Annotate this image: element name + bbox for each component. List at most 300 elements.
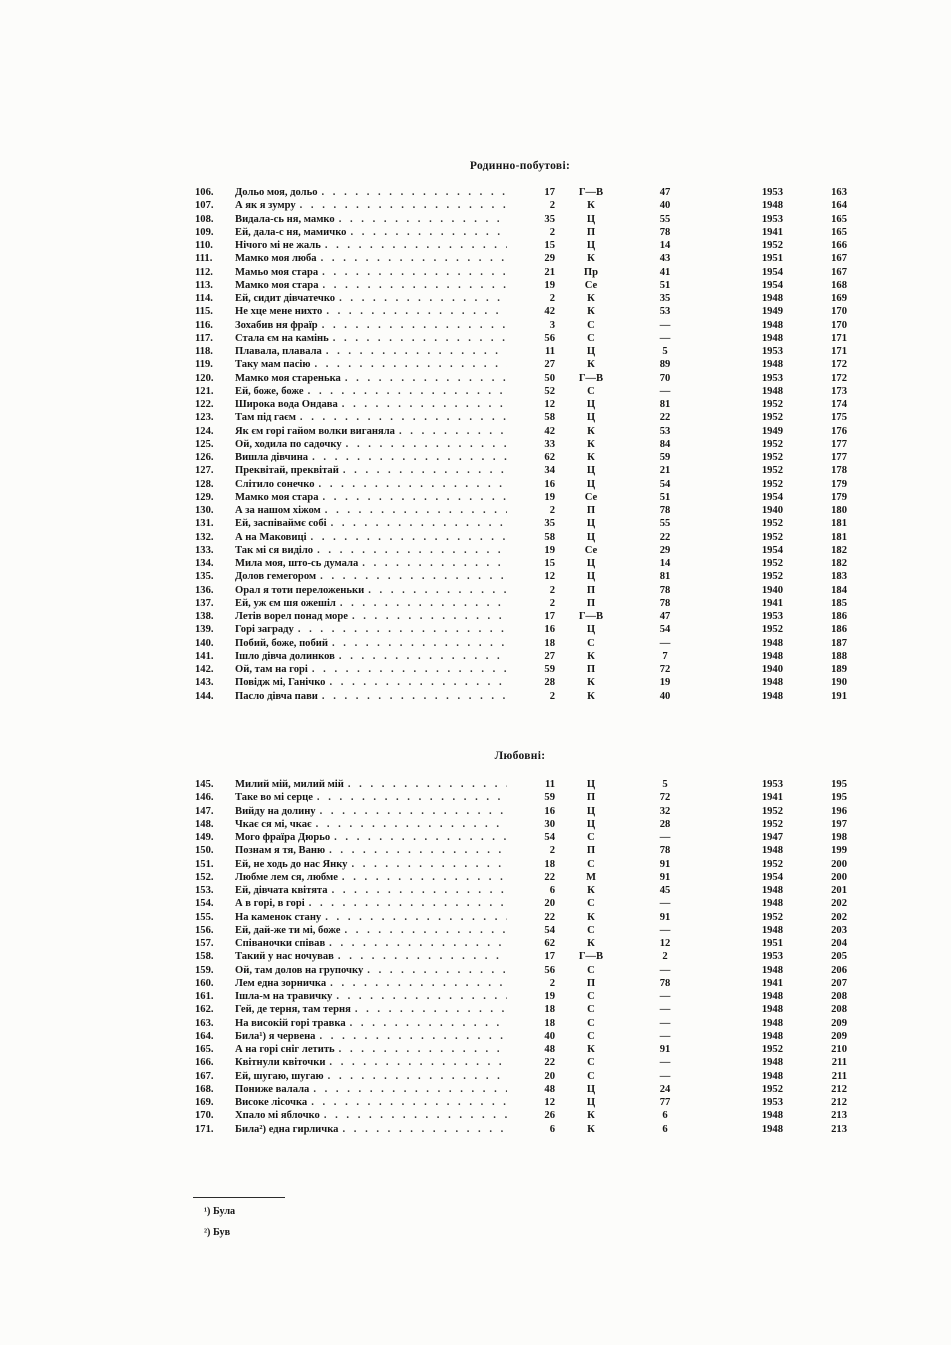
- row-melody-number: 35: [544, 518, 555, 530]
- row-title-cell: [235, 584, 507, 597]
- row-melody-number: 22: [544, 911, 555, 923]
- row-ref-number: 84: [659, 438, 671, 450]
- row-ref-number: 47: [659, 187, 671, 198]
- row-title-cell: [235, 226, 507, 239]
- row-year: 1940: [761, 664, 783, 675]
- row-year: 1949: [761, 306, 783, 318]
- table-row: [195, 279, 847, 292]
- table-row: [195, 897, 847, 910]
- row-year: 1952: [761, 1083, 783, 1095]
- song-title: Гей, де терня, там терня: [235, 1004, 351, 1016]
- song-title: Вишла дівчина: [235, 452, 309, 463]
- row-number: 148.: [195, 818, 214, 830]
- row-year: 1948: [761, 319, 783, 331]
- row-melody-number: 40: [544, 1030, 555, 1042]
- table-row: [195, 990, 847, 1003]
- dot-leader: [348, 778, 507, 791]
- row-title-cell: [235, 504, 507, 517]
- song-title: Мила моя, што-сь думала: [235, 558, 359, 569]
- dot-leader: [326, 345, 507, 358]
- row-title-cell: [235, 213, 507, 226]
- table-row: [195, 464, 847, 477]
- row-ref-number: 81: [659, 571, 671, 583]
- dot-leader: [319, 478, 507, 491]
- table-row: [195, 266, 847, 279]
- row-number: 118.: [195, 346, 213, 357]
- row-code: К: [587, 425, 595, 437]
- row-title-cell: [235, 791, 507, 804]
- dot-leader: [339, 1043, 507, 1056]
- dot-leader: [320, 570, 507, 583]
- row-number: 156.: [195, 924, 214, 936]
- row-number: 145.: [195, 779, 214, 790]
- row-ref-number: —: [659, 332, 671, 344]
- table-row: [195, 911, 847, 924]
- row-ref-number: —: [659, 1030, 671, 1042]
- row-melody-number: 2: [549, 505, 555, 516]
- song-title: Орал я тоти переложеньки: [235, 584, 365, 596]
- dot-leader: [313, 1083, 507, 1096]
- song-title: Горі заграду: [235, 624, 294, 636]
- row-ref-number: —: [659, 385, 671, 397]
- song-title: Видала-сь ня, мамко: [235, 213, 335, 225]
- row-year: 1951: [761, 938, 783, 949]
- song-title: Як єм горі гайом волки виганяла: [235, 425, 395, 437]
- row-ref-number: 5: [662, 779, 668, 790]
- row-code: Ц: [586, 478, 596, 490]
- row-melody-number: 15: [544, 558, 555, 569]
- row-year: 1954: [761, 871, 783, 883]
- row-number: 128.: [195, 478, 214, 490]
- row-code: П: [586, 597, 596, 609]
- row-melody-number: 2: [549, 293, 555, 304]
- row-code: К: [587, 677, 595, 689]
- row-year: 1954: [761, 491, 783, 503]
- song-title: Ішла-м на травичку: [235, 991, 333, 1002]
- table-row: [195, 239, 847, 252]
- table-row: [195, 924, 847, 937]
- row-melody-number: 30: [544, 818, 555, 830]
- row-number: 159.: [195, 964, 214, 976]
- row-ref-number: 21: [659, 465, 671, 477]
- row-page: 188: [831, 650, 847, 662]
- row-ref-number: —: [659, 319, 671, 331]
- row-page: 181: [831, 531, 847, 543]
- row-code: С: [587, 319, 595, 331]
- row-code: П: [586, 977, 596, 989]
- dot-leader: [316, 818, 507, 831]
- row-melody-number: 3: [549, 319, 555, 331]
- row-melody-number: 12: [544, 1097, 555, 1108]
- dot-leader: [338, 950, 507, 963]
- row-code: К: [587, 293, 595, 304]
- song-title: Мамко моя старенька: [235, 372, 341, 384]
- row-page: 171: [831, 332, 847, 344]
- row-title-cell: [235, 884, 507, 897]
- row-melody-number: 6: [549, 1123, 555, 1135]
- dot-leader: [351, 858, 507, 871]
- row-page: 189: [831, 664, 847, 675]
- row-title-cell: [235, 438, 507, 451]
- dot-leader: [362, 557, 507, 570]
- row-year: 1948: [761, 690, 783, 702]
- row-page: 184: [831, 584, 847, 596]
- row-code: Ц: [586, 240, 596, 251]
- row-number: 141.: [195, 650, 214, 662]
- row-page: 195: [831, 792, 847, 804]
- dot-leader: [339, 213, 507, 226]
- row-code: С: [587, 1030, 595, 1042]
- row-number: 121.: [195, 385, 214, 397]
- row-number: 111.: [195, 253, 213, 265]
- row-year: 1941: [761, 977, 783, 989]
- row-title-cell: [235, 517, 507, 530]
- row-ref-number: 19: [659, 677, 671, 689]
- row-number: 122.: [195, 399, 214, 410]
- row-year: 1947: [761, 832, 783, 843]
- dot-leader: [326, 305, 507, 318]
- row-number: 112.: [195, 266, 213, 278]
- row-title-cell: [235, 871, 507, 884]
- dot-leader: [330, 977, 507, 990]
- row-year: 1952: [761, 624, 783, 636]
- row-code: Ц: [586, 1083, 596, 1095]
- row-ref-number: 53: [659, 425, 671, 437]
- dot-leader: [352, 610, 507, 623]
- row-year: 1948: [761, 359, 783, 371]
- row-page: 177: [831, 438, 847, 450]
- row-number: 144.: [195, 690, 214, 702]
- row-ref-number: 22: [659, 412, 671, 424]
- table-row: [195, 425, 847, 438]
- row-year: 1949: [761, 425, 783, 437]
- row-title-cell: [235, 950, 507, 963]
- row-page: 190: [831, 677, 847, 689]
- row-ref-number: 91: [659, 911, 671, 923]
- song-title: Побий, боже, побий: [235, 637, 328, 649]
- row-code: П: [586, 505, 596, 516]
- row-page: 209: [831, 1017, 847, 1029]
- row-title-cell: [235, 239, 507, 252]
- row-page: 167: [831, 266, 847, 278]
- dot-leader: [343, 464, 507, 477]
- table-row: [195, 1056, 847, 1069]
- row-title-cell: [235, 411, 507, 424]
- row-ref-number: 43: [659, 253, 671, 265]
- dot-leader: [322, 690, 507, 703]
- row-code: П: [586, 584, 596, 596]
- row-title-cell: [235, 1096, 507, 1109]
- row-year: 1953: [761, 611, 783, 622]
- row-number: 136.: [195, 584, 214, 596]
- song-title: Ей, дівчата квітята: [235, 885, 328, 896]
- dot-leader: [367, 964, 507, 977]
- row-code: С: [587, 1017, 595, 1029]
- row-page: 174: [831, 399, 847, 410]
- row-melody-number: 19: [544, 544, 555, 556]
- row-number: 110.: [195, 240, 213, 251]
- row-code: К: [587, 452, 595, 463]
- row-ref-number: —: [659, 1070, 671, 1082]
- row-code: П: [586, 664, 596, 675]
- dot-leader: [328, 1070, 507, 1083]
- dot-leader: [323, 491, 508, 504]
- row-number: 138.: [195, 611, 214, 622]
- song-title: Пасло дівча пави: [235, 690, 318, 702]
- row-year: 1952: [761, 531, 783, 543]
- row-ref-number: 5: [662, 346, 668, 357]
- row-title-cell: [235, 544, 507, 557]
- row-page: 182: [831, 544, 847, 556]
- row-page: 211: [831, 1057, 847, 1069]
- song-title: Ей, боже, боже: [235, 385, 304, 397]
- row-code: П: [586, 792, 596, 804]
- row-code: Ц: [586, 399, 596, 410]
- row-melody-number: 11: [544, 779, 555, 790]
- table-row: [195, 818, 847, 831]
- row-code: С: [587, 332, 595, 344]
- row-page: 205: [831, 951, 847, 963]
- row-code: С: [587, 637, 595, 649]
- row-melody-number: 19: [544, 991, 555, 1002]
- row-code: К: [587, 359, 595, 371]
- row-number: 130.: [195, 505, 214, 516]
- row-code: Ц: [586, 531, 596, 543]
- row-title-cell: [235, 292, 507, 305]
- row-page: 213: [831, 1110, 847, 1122]
- row-page: 180: [831, 505, 847, 516]
- table-row: [195, 332, 847, 345]
- row-year: 1941: [761, 226, 783, 238]
- row-year: 1948: [761, 385, 783, 397]
- row-ref-number: 45: [659, 885, 671, 896]
- row-year: 1952: [761, 465, 783, 477]
- row-year: 1941: [761, 792, 783, 804]
- table-row: [195, 305, 847, 318]
- song-title: Ой, там долов на групочку: [235, 964, 364, 976]
- row-page: 210: [831, 1044, 847, 1055]
- table-row: [195, 544, 847, 557]
- row-number: 162.: [195, 1004, 214, 1016]
- row-code: К: [587, 306, 595, 318]
- dot-leader: [331, 517, 507, 530]
- dot-leader: [339, 650, 507, 663]
- row-ref-number: 32: [659, 805, 671, 817]
- table-row: [195, 937, 847, 950]
- row-code: К: [587, 650, 595, 662]
- row-page: 170: [831, 306, 847, 318]
- song-title: Ой, ходила по садочку: [235, 438, 342, 450]
- row-number: 166.: [195, 1057, 214, 1069]
- song-title: Не хце мене нихто: [235, 306, 323, 318]
- row-ref-number: —: [659, 1017, 671, 1029]
- dot-leader: [342, 1123, 507, 1136]
- table-row: [195, 531, 847, 544]
- row-code: Пр: [583, 266, 599, 278]
- row-ref-number: 72: [659, 792, 671, 804]
- row-number: 129.: [195, 491, 214, 503]
- row-melody-number: 27: [544, 650, 555, 662]
- row-page: 164: [831, 200, 847, 212]
- row-title-cell: [235, 844, 507, 857]
- row-year: 1948: [761, 1110, 783, 1122]
- row-melody-number: 34: [544, 465, 555, 477]
- row-ref-number: 51: [659, 279, 671, 291]
- row-ref-number: 35: [659, 293, 671, 304]
- row-title-cell: [235, 650, 507, 663]
- row-number: 171.: [195, 1123, 214, 1135]
- dot-leader: [342, 398, 507, 411]
- row-ref-number: 55: [659, 518, 671, 530]
- row-page: 172: [831, 359, 847, 371]
- table-row: [195, 950, 847, 963]
- row-year: 1953: [761, 213, 783, 225]
- song-title: Мамко моя стара: [235, 279, 319, 291]
- dot-leader: [317, 544, 507, 557]
- row-page: 166: [831, 240, 847, 251]
- song-title: На високій горі травка: [235, 1017, 346, 1029]
- row-number: 113.: [195, 279, 213, 291]
- table-row: [195, 637, 847, 650]
- row-melody-number: 52: [544, 385, 555, 397]
- row-code: К: [587, 885, 595, 896]
- row-number: 133.: [195, 544, 214, 556]
- song-title: Чкає ся мі, чкає: [235, 818, 312, 830]
- table-row: [195, 1030, 847, 1043]
- row-code: С: [587, 964, 595, 976]
- row-melody-number: 16: [544, 624, 555, 636]
- row-number: 135.: [195, 571, 214, 583]
- row-page: 212: [831, 1097, 847, 1108]
- row-title-cell: [235, 385, 507, 398]
- dot-leader: [323, 279, 508, 292]
- row-ref-number: —: [659, 898, 671, 910]
- dot-leader: [311, 531, 507, 544]
- table-row: [195, 570, 847, 583]
- row-number: 140.: [195, 637, 214, 649]
- dot-leader: [329, 676, 507, 689]
- table-row: [195, 385, 847, 398]
- dot-leader: [311, 1096, 507, 1109]
- row-year: 1948: [761, 200, 783, 212]
- row-year: 1954: [761, 266, 783, 278]
- row-title-cell: [235, 597, 507, 610]
- row-melody-number: 2: [549, 977, 555, 989]
- dot-leader: [309, 897, 507, 910]
- row-melody-number: 42: [544, 306, 555, 318]
- row-ref-number: 51: [659, 491, 671, 503]
- row-title-cell: [235, 279, 507, 292]
- row-melody-number: 2: [549, 226, 555, 238]
- row-year: 1948: [761, 885, 783, 896]
- table-row: [195, 597, 847, 610]
- row-year: 1952: [761, 518, 783, 530]
- row-year: 1940: [761, 505, 783, 516]
- dot-leader: [300, 199, 507, 212]
- table-row: [195, 791, 847, 804]
- row-melody-number: 11: [544, 346, 555, 357]
- row-code: П: [586, 226, 596, 238]
- row-ref-number: 41: [659, 266, 671, 278]
- row-number: 109.: [195, 226, 214, 238]
- table-row: [195, 871, 847, 884]
- song-title: Широка вода Ондава: [235, 399, 338, 410]
- row-code: К: [587, 438, 595, 450]
- dot-leader: [336, 990, 507, 1003]
- dot-leader: [332, 884, 507, 897]
- row-title-cell: [235, 1123, 507, 1136]
- table-row: [195, 584, 847, 597]
- row-number: 163.: [195, 1017, 214, 1029]
- row-year: 1948: [761, 293, 783, 304]
- row-melody-number: 33: [544, 438, 555, 450]
- row-ref-number: 22: [659, 531, 671, 543]
- song-title: Ей, дай-же ти мі, боже: [235, 924, 341, 936]
- table-row: [195, 1083, 847, 1096]
- row-page: 187: [831, 637, 847, 649]
- row-year: 1952: [761, 911, 783, 923]
- table-row: [195, 1017, 847, 1030]
- row-page: 204: [831, 938, 847, 949]
- row-title-cell: [235, 358, 507, 371]
- row-page: 200: [831, 871, 847, 883]
- row-page: 178: [831, 465, 847, 477]
- row-title-cell: [235, 858, 507, 871]
- row-number: 160.: [195, 977, 214, 989]
- row-code: К: [587, 1110, 595, 1122]
- table-row: [195, 557, 847, 570]
- row-year: 1952: [761, 478, 783, 490]
- dot-leader: [333, 332, 507, 345]
- table-row: [195, 1070, 847, 1083]
- row-year: 1941: [761, 597, 783, 609]
- row-ref-number: 40: [659, 690, 671, 702]
- row-title-cell: [235, 1003, 507, 1016]
- table-row: [195, 186, 847, 199]
- row-ref-number: —: [659, 991, 671, 1002]
- row-code: Се: [584, 279, 598, 291]
- table-row: [195, 1109, 847, 1122]
- row-year: 1953: [761, 779, 783, 790]
- row-title-cell: [235, 977, 507, 990]
- song-title: Ой, там на горі: [235, 664, 308, 675]
- row-title-cell: [235, 186, 507, 199]
- row-melody-number: 12: [544, 571, 555, 583]
- row-number: 106.: [195, 187, 214, 198]
- row-title-cell: [235, 570, 507, 583]
- table-row: [195, 1043, 847, 1056]
- row-page: 170: [831, 319, 847, 331]
- row-number: 123.: [195, 412, 214, 424]
- row-melody-number: 54: [544, 832, 555, 843]
- song-title: Долов гемегором: [235, 571, 317, 583]
- song-title: Мамко моя стара: [235, 491, 319, 503]
- row-title-cell: [235, 1056, 507, 1069]
- row-melody-number: 22: [544, 871, 555, 883]
- row-code: К: [587, 1044, 595, 1055]
- row-melody-number: 19: [544, 491, 555, 503]
- row-title-cell: [235, 372, 507, 385]
- row-title-cell: [235, 1083, 507, 1096]
- row-page: 177: [831, 452, 847, 463]
- row-year: 1953: [761, 951, 783, 963]
- row-number: 108.: [195, 213, 214, 225]
- row-ref-number: 78: [659, 845, 671, 857]
- dot-leader: [312, 451, 507, 464]
- row-melody-number: 58: [544, 531, 555, 543]
- row-title-cell: [235, 818, 507, 831]
- row-page: 186: [831, 624, 847, 636]
